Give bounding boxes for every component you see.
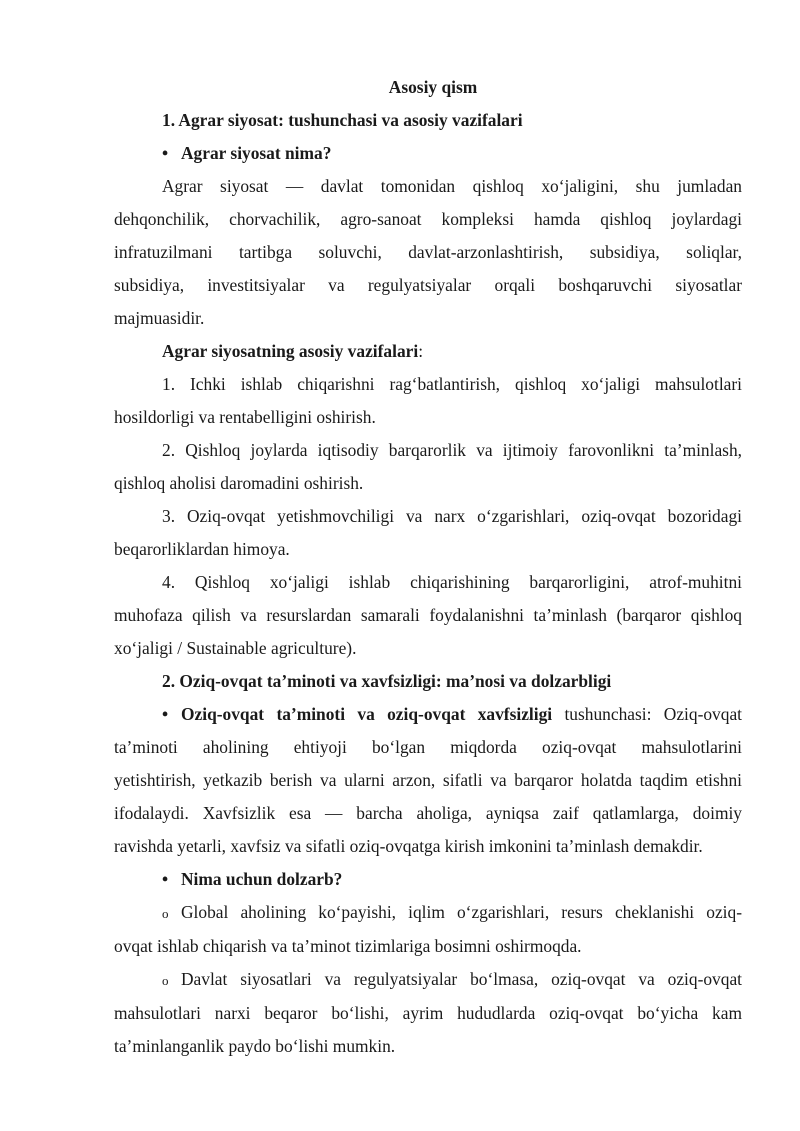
- task-item: [114, 500, 742, 566]
- paragraph-line: yetishtirish, yetkazib berish va ularni arzon, sifatli va barqaror holatda taqdim etishni: [114, 770, 742, 790]
- paragraph-line: 3. Oziq-ovqat yetishmovchiligi va narx o‘zgarishlari, oziq-ovqat bozoridagi: [162, 506, 742, 526]
- bullet-icon: •: [162, 869, 169, 889]
- paragraph-line: ta’minlanganlik paydo bo‘lishi mumkin.: [114, 1036, 396, 1056]
- paragraph-line: 1. Ichki ishlab chiqarishni rag‘batlantirish, qishloq xo‘jaligi mahsulotlari: [162, 374, 742, 394]
- section-heading-2: 2. Oziq-ovqat ta’minoti va xavfsizligi: ma’nosi va dolzarbligi: [162, 671, 612, 691]
- bullet-icon: •: [162, 143, 169, 163]
- section-heading-1: 1. Agrar siyosat: tushunchasi va asosiy vazifalari: [162, 110, 523, 130]
- concept-text: tushunchasi: Oziq-ovqat: [552, 704, 743, 724]
- paragraph-line: [114, 963, 742, 997]
- paragraph-line: 4. Qishloq xo‘jaligi ishlab chiqarishining barqarorligini, atrof-muhitni: [162, 572, 742, 592]
- paragraph-line: hosildorligi va rentabelligini oshirish.: [114, 407, 376, 427]
- reason-item: [114, 896, 742, 963]
- reason-text: Global aholining ko‘payishi, iqlim o‘zgarishlari, resurs cheklanishi oziq-: [181, 902, 742, 922]
- page-content: [114, 71, 742, 1063]
- paragraph-line: ovqat ishlab chiqarish va ta’minot tizimlariga bosimni oshirmoqda.: [114, 936, 582, 956]
- paragraph-line: mahsulotlari narxi beqaror bo‘lishi, ayrim hududlarda oziq-ovqat bo‘yicha kam: [114, 1003, 742, 1023]
- tasks-heading: [114, 335, 742, 368]
- bullet-icon: •: [162, 704, 169, 724]
- task-item: [114, 434, 742, 500]
- reason-item: [114, 963, 742, 1063]
- question-what-is-agrarian-policy: [114, 137, 742, 170]
- paragraph-line: [114, 698, 742, 731]
- reason-text: Davlat siyosatlari va regulyatsiyalar bo‘lmasa, oziq-ovqat va oziq-ovqat: [181, 969, 742, 989]
- paragraph-line: ta’minoti aholining ehtiyoji bo‘lgan miqdorda oziq-ovqat mahsulotlarini: [114, 737, 742, 757]
- task-item: [114, 368, 742, 434]
- definition-paragraph: [114, 170, 742, 335]
- question-text: Agrar siyosat nima?: [181, 143, 332, 163]
- paragraph-line: qishloq aholisi daromadini oshirish.: [114, 473, 364, 493]
- paragraph-line: beqarorliklardan himoya.: [114, 539, 290, 559]
- concept-paragraph: [114, 698, 742, 863]
- paragraph-line: dehqonchilik, chorvachilik, agro-sanoat kompleksi hamda qishloq joylardagi: [114, 209, 742, 229]
- circle-bullet-icon: o: [162, 906, 169, 921]
- tasks-heading-colon: :: [418, 341, 424, 361]
- question-text: Nima uchun dolzarb?: [181, 869, 343, 889]
- paragraph-line: ravishda yetarli, xavfsiz va sifatli oziq-ovqatga kirish imkonini ta’minlash demakdir.: [114, 836, 703, 856]
- paragraph-line: [114, 896, 742, 930]
- paragraph-line: infratuzilmani tartibga soluvchi, davlat-arzonlashtirish, subsidiya, soliqlar,: [114, 242, 742, 262]
- paragraph-line: 2. Qishloq joylarda iqtisodiy barqarorlik va ijtimoiy farovonlikni ta’minlash,: [162, 440, 742, 460]
- paragraph-line: Agrar siyosat — davlat tomonidan qishloq xo‘jaligini, shu jumladan: [162, 176, 742, 196]
- paragraph-line: ifodalaydi. Xavfsizlik esa — barcha aholiga, ayniqsa zaif qatlamlarga, doimiy: [114, 803, 742, 823]
- paragraph-line: muhofaza qilish va resurslardan samarali foydalanishni ta’minlash (barqaror qishloq: [114, 605, 742, 625]
- circle-bullet-icon: o: [162, 973, 169, 988]
- tasks-heading-text: Agrar siyosatning asosiy vazifalari: [162, 341, 419, 361]
- concept-term: Oziq-ovqat ta’minoti va oziq-ovqat xavfsizligi: [181, 704, 553, 724]
- question-why-relevant: [114, 863, 742, 896]
- task-item: [114, 566, 742, 665]
- paragraph-line: majmuasidir.: [114, 308, 205, 328]
- paragraph-line: subsidiya, investitsiyalar va regulyatsiyalar orqali boshqaruvchi siyosatlar: [114, 275, 742, 295]
- page-title: Asosiy qism: [388, 77, 478, 97]
- paragraph-line: xo‘jaligi / Sustainable agriculture).: [114, 638, 357, 658]
